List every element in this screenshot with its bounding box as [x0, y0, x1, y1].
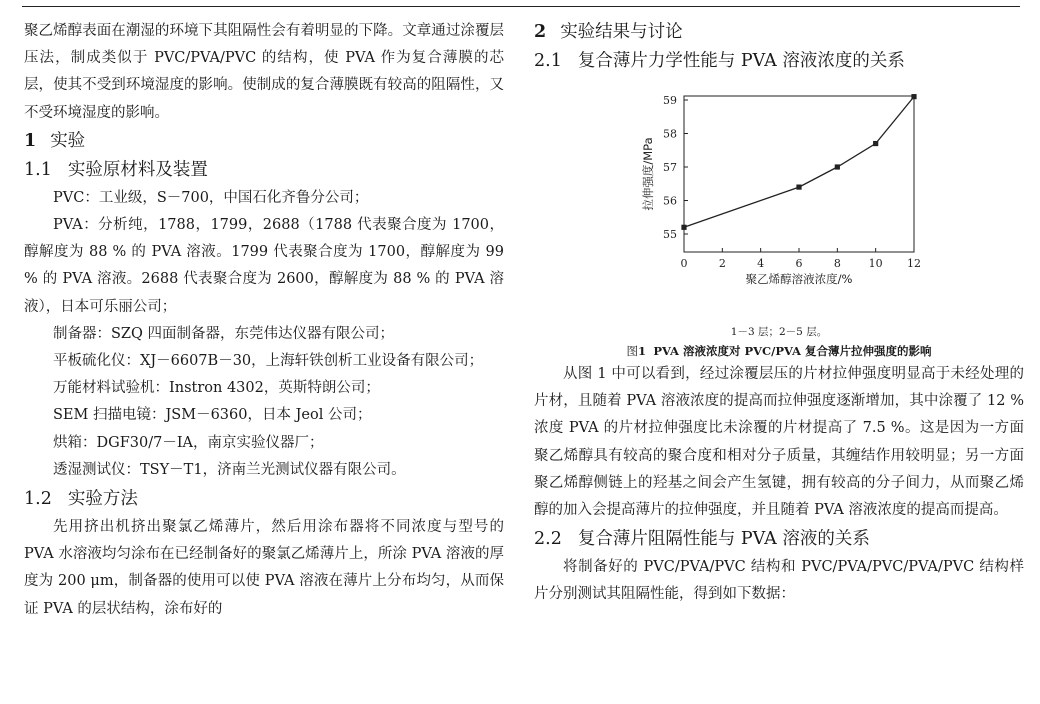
x-axis-label: 聚乙烯醇溶液浓度/%	[745, 272, 853, 286]
y-tick-label: 59	[663, 94, 677, 107]
y-tick-label: 57	[663, 161, 677, 174]
material-item: 平板硫化仪：XJ－6607B－30，上海轩铁创析工业设备有限公司；	[53, 353, 484, 370]
left-column	[24, 18, 504, 623]
section-title: 实验	[50, 130, 86, 151]
section-1-2-heading	[24, 484, 504, 514]
section-title: 复合薄片阻隔性能与 PVA 溶液的关系	[577, 529, 870, 550]
x-tick-label: 0	[680, 257, 688, 270]
section-2-1-heading	[534, 46, 1024, 76]
method-paragraph: 先用挤出机挤出聚氯乙烯薄片，然后用涂布器将不同浓度与型号的 PVA 水溶液均匀涂布在已经制备好的聚氯乙烯薄片上，所涂 PVA 溶液的厚度为 200 μm，制备器的使用可以使 PVA 溶液在薄片上分布均匀，从而保证 PVA 的层状结构，涂布好的	[24, 519, 504, 617]
material-item: PVC：工业级，S－700，中国石化齐鲁分公司；	[53, 189, 369, 206]
data-point	[873, 141, 878, 146]
data-point	[911, 94, 916, 99]
section-title: 实验结果与讨论	[560, 22, 683, 42]
section-number: 1.2	[24, 489, 52, 510]
right-column	[534, 18, 1024, 609]
x-tick-label: 4	[757, 257, 765, 270]
data-point	[796, 185, 801, 190]
x-tick-label: 8	[833, 257, 841, 270]
figure-1-caption	[534, 342, 1024, 360]
data-point	[681, 225, 686, 230]
data-point	[835, 164, 840, 169]
x-tick-label: 12	[907, 257, 921, 270]
y-tick-label: 58	[663, 127, 677, 141]
section-title: 复合薄片力学性能与 PVA 溶液浓度的关系	[577, 51, 905, 71]
section-number: 2	[534, 22, 547, 42]
section-number: 1	[24, 130, 37, 151]
caption-text: PVA 溶液浓度对 PVC/PVA 复合薄片拉伸强度的影响	[653, 344, 932, 358]
section-1-heading	[24, 127, 504, 155]
top-rule	[22, 6, 1020, 7]
section-2-2-heading	[534, 524, 1024, 554]
material-item: SEM 扫描电镜：JSM－6360，日本 Jeol 公司；	[53, 407, 372, 424]
material-item: PVA：分析纯，1788，1799，2688（1788 代表聚合度为 1700，醇解度为 88 % 的 PVA 溶液。1799 代表聚合度为 1700，醇解度为 99 % 的 PVA 溶液。2688 代表聚合度为 2600，醇解度为 88 % 的 PVA 溶液），日本可乐丽公司；	[24, 217, 504, 315]
section-title: 实验原材料及装置	[67, 159, 208, 180]
y-tick-label: 56	[663, 194, 677, 208]
material-item: 烘箱：DGF30/7－IA，南京实验仪器厂；	[53, 434, 324, 451]
caption-number: 1	[638, 344, 647, 358]
material-item: 万能材料试验机：Instron 4302，英斯特朗公司；	[53, 380, 380, 397]
intro-paragraph: 聚乙烯醇表面在潮湿的环境下其阻隔性会有着明显的下降。文章通过涂覆层压法，制成类似于 PVC/PVA/PVC 的结构，使 PVA 作为复合薄膜的芯层，使其不受到环境湿度的影响。使制成的复合薄膜既有较高的阻隔性，又不受环境湿度的影响。	[24, 23, 504, 121]
series-line	[684, 97, 914, 228]
material-item: 制备器：SZQ 四面制备器，东莞伟达仪器有限公司；	[53, 325, 395, 342]
caption-prefix: 图	[626, 344, 639, 358]
plot-frame	[684, 96, 914, 252]
figure-1-chart	[534, 76, 1024, 322]
section-title: 实验方法	[67, 489, 138, 510]
section-1-1-heading	[24, 155, 504, 185]
y-axis-label: 拉伸强度/MPa	[641, 137, 655, 211]
figure-legend-note: 1－3 层；2－5 层。	[730, 326, 828, 338]
section-number: 2.1	[534, 51, 562, 71]
tensile-strength-chart	[534, 76, 1024, 322]
material-item: 透湿测试仪：TSY－T1，济南兰光测试仪器有限公司。	[53, 461, 406, 478]
discussion-paragraph: 从图 1 中可以看到，经过涂覆层压的片材拉伸强度明显高于未经处理的片材，且随着 PVA 溶液浓度的提高而拉伸强度逐渐增加，其中涂覆了 12 % 浓度 PVA 的片材拉伸强度比未涂覆的片材提高了 7.5 %。这是因为一方面聚乙烯醇具有较高的聚合度和相对分子质量，其缠结作用较明显；另一方面聚乙烯醇侧链上的羟基之间会产生氢键，拥有较高的分子间力，从而聚乙烯醇的加入会提高薄片的拉伸强度，并且随着 PVA 溶液浓度的提高而提高。	[534, 366, 1024, 519]
barrier-paragraph: 将制备好的 PVC/PVA/PVC 结构和 PVC/PVA/PVC/PVA/PVC 结构样片分别测试其阻隔性能，得到如下数据：	[534, 559, 1024, 603]
x-tick-label: 10	[868, 257, 883, 270]
section-number: 2.2	[534, 529, 562, 550]
section-2-heading	[534, 18, 1024, 46]
x-tick-label: 2	[718, 257, 726, 270]
section-number: 1.1	[24, 159, 52, 180]
x-tick-label: 6	[795, 257, 803, 270]
y-tick-label: 55	[663, 228, 677, 241]
